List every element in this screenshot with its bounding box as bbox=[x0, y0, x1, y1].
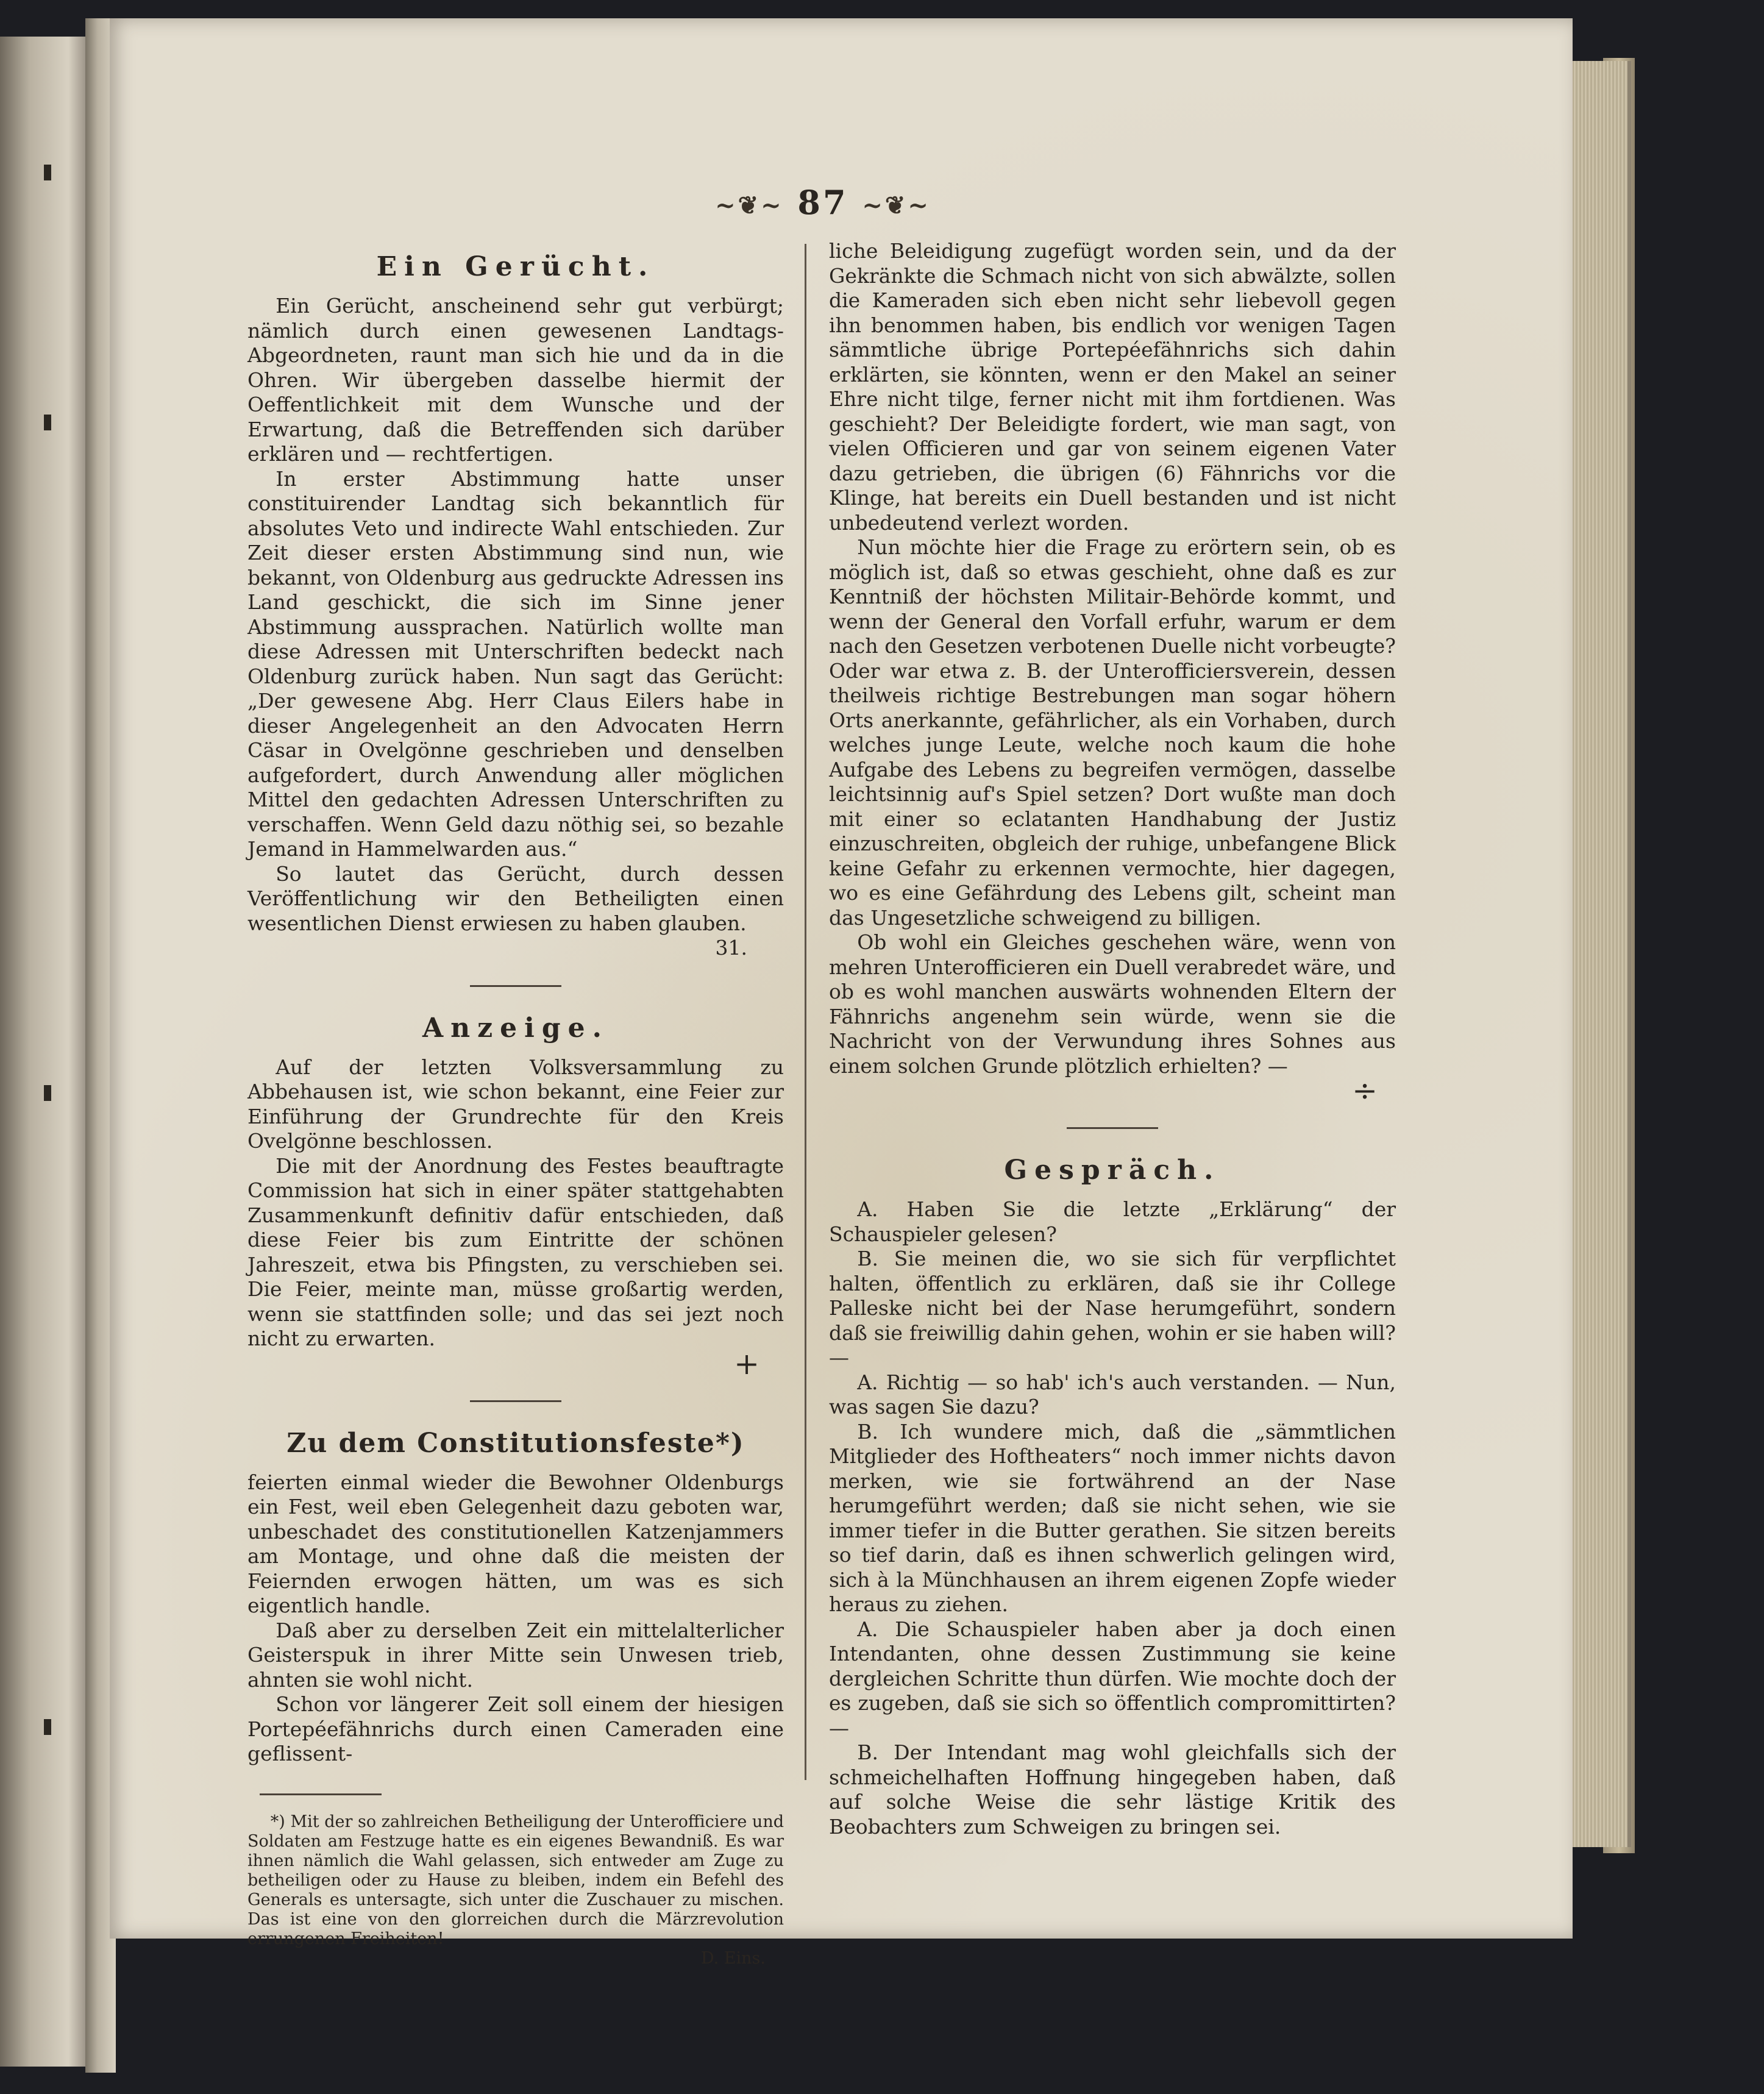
footnote-signature: D. Eins. bbox=[700, 1948, 766, 1968]
left-column bbox=[247, 239, 784, 1968]
dialogue-line: A. Die Schauspieler haben aber ja doch einen Intendanten, ohne dessen Zustimmung sie keine dergleichen Schritte thun dürfen. Wie mochte doch der es zugeben, daß sie sich so öffentlich compromittirten? — bbox=[829, 1617, 1396, 1740]
article-title: Gespräch. bbox=[1004, 1155, 1221, 1186]
binding-mark bbox=[44, 1085, 51, 1101]
binding-mark bbox=[44, 165, 51, 180]
paragraph: Nun möchte hier die Frage zu erörtern sein, ob es möglich ist, daß so etwas geschieht, ohne daß es zur Kenntniß der höchsten Militair-Behörde kommt, und wenn der General den Vorfall erfuhr, warum er dem nach den Gesetzen verbotenen Duelle nicht vorbeugte? Oder war etwa z. B. der Unterofficiersverein, dessen theilweis richtige Bestrebungen man sogar höhern Orts anerkannte, gefährlicher, als ein Vorhaben, durch welches junge Leute, welche noch kaum die hohe Aufgabe des Lebens zu begreifen vermögen, dasselbe leichtsinnig auf's Spiel setzen? Dort wußte man doch mit einer so eclatanten Handhabung der Justiz einzuschreiten, obgleich der ruhige, unbefangene Blick keine Gefahr zu erkennen vermochte, hier dagegen, wo es eine Gefährdung des Lebens gilt, scheint man das Ungesetzliche schweigend zu billigen. bbox=[829, 535, 1396, 930]
page-number-text: 87 bbox=[797, 183, 848, 222]
section-rule bbox=[1067, 1127, 1158, 1129]
binding-mark bbox=[44, 415, 51, 430]
binding-mark bbox=[44, 1719, 51, 1735]
dialogue-line: B. Sie meinen die, wo sie sich für verpflichtet halten, öffentlich zu erklären, daß sie ihr College Palleske nicht bei der Nase herumgeführt, sondern daß sie freiwillig dahin gehen, wohin er sie haben will? — bbox=[829, 1247, 1396, 1369]
footnote-rule bbox=[260, 1793, 382, 1795]
article-title: Anzeige. bbox=[422, 1012, 609, 1044]
section-rule bbox=[470, 1400, 561, 1402]
paragraph: Daß aber zu derselben Zeit ein mittelalterlicher Geisterspuk in ihrer Mitte sein Unwesen trieb, ahnten sie wohl nicht. bbox=[247, 1618, 784, 1692]
dialogue-line: B. Ich wundere mich, daß die „sämmtlichen Mitglieder des Hoftheaters“ noch immer nichts davon merken, wie sie fortwährend an der Nase herumgeführt werden; daß sie nicht sehen, wie sie immer tiefer in die Butter gerathen. Sie sitzen bereits so tief darin, daß es ihnen schwerlich gelingen wird, sich à la Münchhausen an ihrem eigenen Zopfe wieder heraus zu ziehen. bbox=[829, 1419, 1396, 1616]
ornament-left-icon: ~❦~ bbox=[715, 191, 784, 220]
right-column bbox=[829, 239, 1396, 1839]
column-divider bbox=[805, 244, 806, 1780]
paragraph: Ob wohl ein Gleiches geschehen wäre, wenn von mehren Unterofficieren ein Duell verabredet wäre, und ob es wohl manchen auswärts wohnenden Eltern der Fähnrichs angenehm sein würde, wenn sie die Nachricht von der Verwundung ihres Sohnes aus einem solchen Grunde plötzlich erhielten? — bbox=[829, 930, 1396, 1078]
article-signature: 31. bbox=[715, 936, 747, 960]
paragraph: Die mit der Anordnung des Festes beauftragte Commission hat sich in einer später stattgehabten Zusammenkunft definitiv dafür entschieden, daß diese Feier bis zum Eintritte der schönen Jahreszeit, etwa bis Pfingsten, zu verschieben sei. Die Feier, meinte man, müsse großartig werden, wenn sie stattfinden solle; und das sei jezt noch nicht zu erwarten. bbox=[247, 1153, 784, 1350]
article-signature: ÷ bbox=[1352, 1073, 1378, 1108]
dialogue-line: B. Der Intendant mag wohl gleichfalls sich der schmeichelhaften Hoffnung hingegeben haben, daß auf solche Weise die sehr lästige Kritik des Beobachters zum Schweigen zu bringen sei. bbox=[829, 1740, 1396, 1839]
paragraph: Ein Gerücht, anscheinend sehr gut verbürgt; nämlich durch einen gewesenen Landtags-Abgeordneten, raunt man sich hie und da in die Ohren. Wir übergeben dasselbe hiermit der Oeffentlichkeit mit dem Wunsche und der Erwartung, daß die Betreffenden sich darüber erklären und — rechtfertigen. bbox=[247, 294, 784, 466]
paragraph: In erster Abstimmung hatte unser constituirender Landtag sich bekanntlich für absolutes Veto und indirecte Wahl entschieden. Zur Zeit dieser ersten Abstimmung sind nun, wie bekannt, von Oldenburg aus gedruckte Adressen ins Land geschickt, die sich im Sinne jener Abstimmung aussprachen. Natürlich wollte man diese Adressen mit Unterschriften bedeckt nach Oldenburg zurück haben. Nun sagt das Gerücht: „Der gewesene Abg. Herr Claus Eilers habe in dieser Angelegenheit an den Advocaten Herrn Cäsar in Ovelgönne geschrieben und denselben aufgefordert, durch Anwendung aller möglichen Mittel den gedachten Adressen Unterschriften zu verschaffen. Wenn Geld dazu nöthig sei, so bezahle Jemand in Hammelwarden aus.“ bbox=[247, 466, 784, 861]
dialogue-line: A. Haben Sie die letzte „Erklärung“ der Schauspieler gelesen? bbox=[829, 1197, 1396, 1246]
article-signature: + bbox=[734, 1345, 759, 1381]
paragraph: feierten einmal wieder die Bewohner Oldenburgs ein Fest, weil eben Gelegenheit dazu geboten war, unbeschadet des constitutionellen Katzenjammers am Montage, und ohne daß die meisten der Feiernden erwogen hätten, um was es sich eigentlich handle. bbox=[247, 1470, 784, 1617]
facing-page-edge bbox=[0, 37, 85, 2067]
paragraph: Auf der letzten Volksversammlung zu Abbehausen ist, wie schon bekannt, eine Feier zur Einführung der Grundrechte für den Kreis Ovelgönne beschlossen. bbox=[247, 1055, 784, 1153]
paragraph: Schon vor längerer Zeit soll einem der hiesigen Portepéefähnrichs durch einen Cameraden eine geflissent- bbox=[247, 1692, 784, 1765]
footnote: *) Mit der so zahlreichen Betheiligung der Unterofficiere und Soldaten am Festzuge hatte es ein eigenes Bewandniß. Es war ihnen nämlich die Wahl gelassen, sich entweder am Zuge zu betheiligen oder zu Hause zu bleiben, indem ein Befehl des Generals es untersagte, sich unter die Zuschauer zu mischen. Das ist eine von den glorreichen durch die Märzrevolution errungenen Freiheiten! bbox=[247, 1812, 784, 1948]
dialogue-line: A. Richtig — so hab' ich's auch verstanden. — Nun, was sagen Sie dazu? bbox=[829, 1370, 1396, 1419]
ornament-right-icon: ~❦~ bbox=[862, 191, 931, 220]
article-title: Ein Gerücht. bbox=[376, 251, 655, 282]
section-rule bbox=[470, 985, 561, 987]
paragraph: So lautet das Gerücht, durch dessen Veröffentlichung wir den Betheiligten einen wesentlichen Dienst erwiesen zu haben glauben. bbox=[247, 861, 784, 935]
page-number bbox=[689, 183, 957, 226]
article-title: Zu dem Constitutionsfeste*) bbox=[286, 1427, 745, 1459]
paragraph: liche Beleidigung zugefügt worden sein, und da der Gekränkte die Schmach nicht von sich abwälzte, sollen die Kameraden sich eben nicht sehr liebevoll gegen ihn benommen haben, bis endlich vor wenigen Tagen sämmtliche übrige Portepéefähnrichs sich dahin erklärten, sie könnten, wenn er den Makel an seiner Ehre nicht tilge, ferner nicht mit ihm fortdienen. Was geschieht? Der Beleidigte fordert, wie man sagt, von vielen Officieren und gar von seinem eigenen Vater dazu getrieben, die übrigen (6) Fähnrichs vor die Klinge, hat bereits ein Duell bestanden und ist nicht unbedeutend verlezt worden. bbox=[829, 239, 1396, 535]
